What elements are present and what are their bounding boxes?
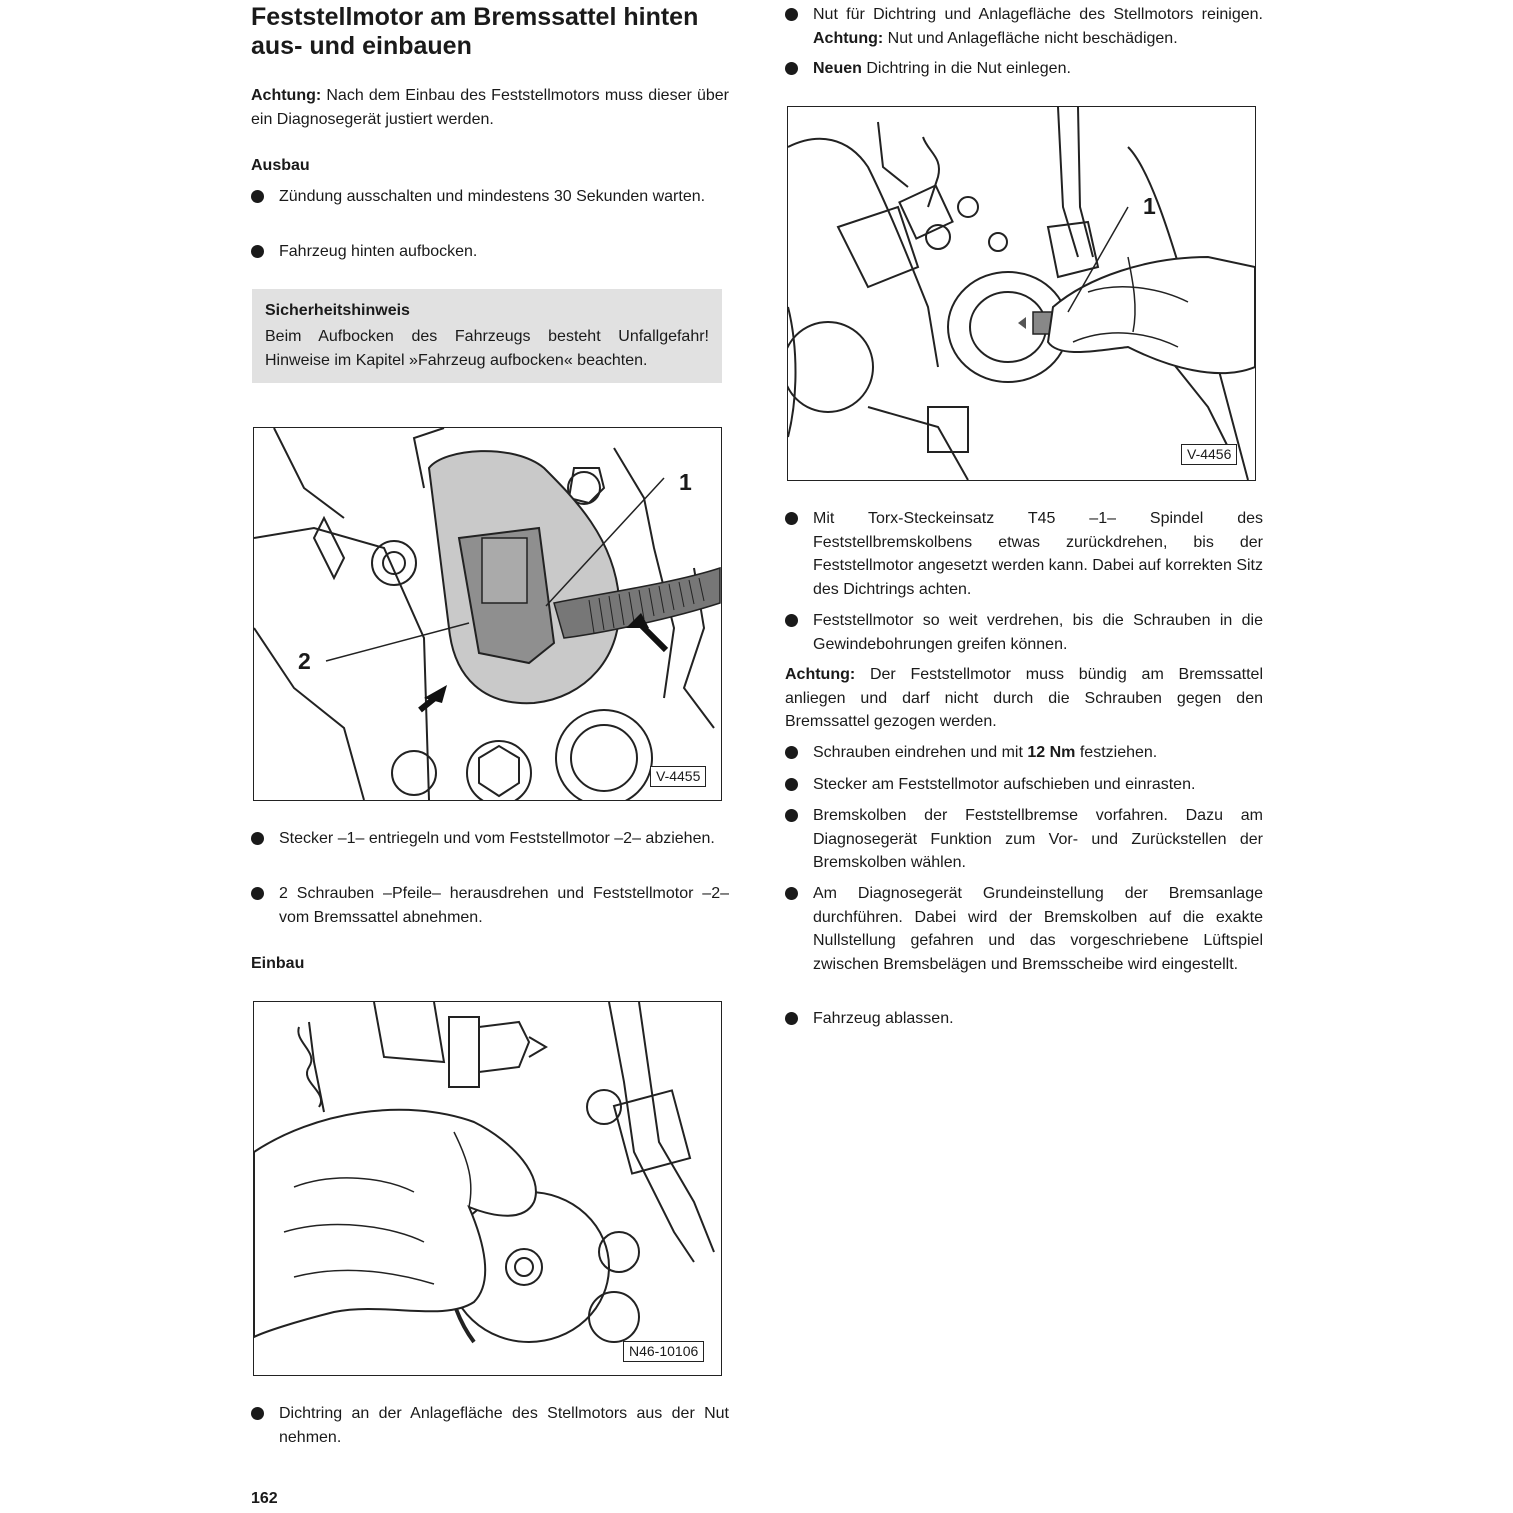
installation-note xyxy=(785,663,1263,734)
step-text: Zündung ausschalten und mindestens 30 Sekunden warten. xyxy=(279,188,706,205)
list-item xyxy=(813,609,1263,656)
step-text: Am Diagnosegerät Grundeinstellung der Bremsanlage durchführen. Dabei wird der Bremskolben auf die exakte Nullstellung gefahren und das vorgeschriebene Lüftspiel zwischen Bremsbelägen und Bremsscheibe wird eingestellt. xyxy=(813,885,1263,973)
intro-note xyxy=(251,84,729,131)
step-text: Nut und Anlagefläche nicht beschädigen. xyxy=(883,29,1178,47)
list-item xyxy=(279,240,729,264)
illustration-torx-tool xyxy=(788,107,1255,480)
step-text: Dichtring an der Anlagefläche des Stellmotors aus der Nut nehmen. xyxy=(279,1405,729,1446)
figure-torx-spindle xyxy=(787,106,1256,481)
bullet-icon xyxy=(785,746,798,759)
bullet-icon xyxy=(785,8,798,21)
list-item xyxy=(279,827,729,851)
callout-2: 2 xyxy=(298,648,311,674)
step-text: Fahrzeug hinten aufbocken. xyxy=(279,243,478,260)
callout-1: 1 xyxy=(1143,193,1156,219)
step-text: Bremskolben der Feststellbremse vorfahren. Dazu am Diagnosegerät Funktion zum Vor- und Zurückstellen der Bremskolben wählen. xyxy=(813,807,1263,871)
callout-1: 1 xyxy=(679,469,692,495)
figure-motor-removal xyxy=(253,427,722,801)
list-item xyxy=(813,741,1263,765)
step-text: Stecker –1– entriegeln und vom Feststellmotor –2– abziehen. xyxy=(279,830,715,847)
bullet-icon xyxy=(785,62,798,75)
list-item xyxy=(279,882,729,929)
bullet-icon xyxy=(251,190,264,203)
step-text: Dichtring in die Nut einlegen. xyxy=(861,60,1071,77)
bullet-icon xyxy=(251,832,264,845)
bullet-icon xyxy=(785,614,798,627)
figure-seal-removal xyxy=(253,1001,722,1376)
safety-title: Sicherheitshinweis xyxy=(265,302,410,319)
bullet-icon xyxy=(785,512,798,525)
figure-label: N46-10106 xyxy=(623,1341,704,1362)
list-item xyxy=(813,773,1263,797)
bullet-icon xyxy=(785,809,798,822)
page-title: Feststellmotor am Bremssattel hinten aus- und einbauen xyxy=(251,3,699,60)
step-text: festziehen. xyxy=(1075,744,1158,761)
list-item xyxy=(813,1007,1263,1031)
step-bold: Neuen xyxy=(813,60,862,77)
list-item xyxy=(813,804,1263,875)
step-text: Nut für Dichtring und Anlagefläche des Stellmotors reinigen. xyxy=(813,6,1263,23)
safety-text: Beim Aufbocken des Fahrzeugs besteht Unfallgefahr! Hinweise im Kapitel »Fahrzeug aufbocken« beachten. xyxy=(265,328,709,369)
illustration-brake-caliper xyxy=(254,428,721,800)
list-item xyxy=(813,507,1263,601)
step-text: Mit Torx-Steckeinsatz T45 –1– Spindel des Feststellbremskolbens etwas zurückdrehen, bis der Feststellmotor angesetzt werden kann. Dabei auf korrekten Sitz des Dichtrings achten. xyxy=(813,510,1263,598)
note-text: Der Feststellmotor muss bündig am Bremssattel anliegen und darf nicht durch die Schrauben gegen den Bremssattel gezogen werden. xyxy=(785,666,1263,730)
einbau-heading: Einbau xyxy=(251,955,305,972)
step-text: 2 Schrauben –Pfeile– herausdrehen und Feststellmotor –2– vom Bremssattel abnehmen. xyxy=(279,885,729,926)
step-bold: Achtung: xyxy=(813,29,884,47)
list-item xyxy=(813,882,1263,976)
bullet-icon xyxy=(251,1407,264,1420)
torque-value: 12 Nm xyxy=(1027,744,1076,761)
bullet-icon xyxy=(251,245,264,258)
safety-box xyxy=(252,289,722,383)
illustration-hand-seal xyxy=(254,1002,721,1375)
intro-text: Nach dem Einbau des Feststellmotors muss dieser über ein Diagnosegerät justiert werden. xyxy=(251,87,729,128)
bullet-icon xyxy=(251,887,264,900)
list-item xyxy=(813,3,1263,50)
bullet-icon xyxy=(785,1012,798,1025)
bullet-icon xyxy=(785,887,798,900)
step-text: Fahrzeug ablassen. xyxy=(813,1010,954,1027)
bullet-icon xyxy=(785,778,798,791)
list-item xyxy=(279,185,729,209)
list-item xyxy=(813,57,1263,81)
intro-label: Achtung: xyxy=(251,87,322,104)
ausbau-heading: Ausbau xyxy=(251,157,310,174)
step-text: Feststellmotor so weit verdrehen, bis die Schrauben in die Gewindebohrungen greifen können. xyxy=(813,612,1263,653)
figure-label: V-4455 xyxy=(650,766,706,787)
list-item xyxy=(279,1402,729,1449)
step-text: Stecker am Feststellmotor aufschieben und einrasten. xyxy=(813,776,1196,793)
note-label: Achtung: xyxy=(785,666,856,683)
step-text: Schrauben eindrehen und mit xyxy=(813,744,1028,761)
page-number: 162 xyxy=(251,1490,278,1507)
figure-label: V-4456 xyxy=(1181,444,1237,465)
